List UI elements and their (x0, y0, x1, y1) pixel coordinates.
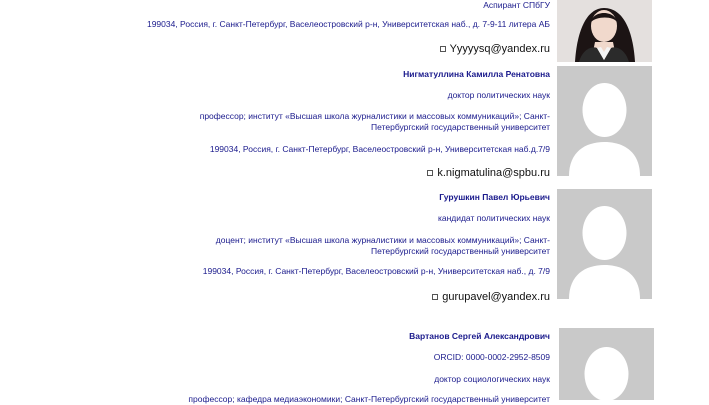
author-photo (557, 189, 652, 299)
author-address: 199034, Россия, г. Санкт-Петербург, Васелеостровский р-н, Университетская наб.д.7/9 (209, 144, 550, 154)
email-icon (440, 46, 446, 52)
author-name[interactable]: Нигматуллина Камилла Ренатовна (403, 69, 550, 79)
author-degree: кандидат политических наук (437, 213, 550, 223)
author-photo (557, 66, 652, 176)
placeholder-avatar-icon (557, 66, 652, 176)
placeholder-avatar-icon (559, 328, 654, 400)
author-card-3 (0, 189, 709, 301)
author-position: Аспирант СПбГУ (483, 0, 550, 10)
author-address: 199034, Россия, г. Санкт-Петербург, Васелеостровский р-н, Университетская наб., д. 7/9 (202, 266, 550, 276)
author-photo (559, 328, 654, 400)
author-name[interactable]: Вартанов Сергей Александрович (409, 331, 550, 341)
author-name[interactable]: Гурушкин Павел Юрьевич (439, 192, 550, 202)
author-card-1 (0, 0, 709, 64)
author-orcid[interactable]: ORCID: 0000-0002-2952-8509 (433, 352, 550, 362)
author-card-2 (0, 66, 709, 184)
author-email-text: gurupavel@yandex.ru (442, 291, 550, 303)
author-degree: доктор политических наук (447, 90, 550, 100)
author-photo (557, 0, 652, 62)
author-card-4 (0, 328, 709, 404)
placeholder-avatar-icon (557, 189, 652, 299)
author-email-text: Yyyyysq@yandex.ru (449, 43, 550, 55)
email-icon (427, 170, 433, 176)
author-degree: доктор социологических наук (434, 374, 550, 384)
author-email-text: k.nigmatulina@spbu.ru (437, 167, 550, 179)
email-icon (432, 294, 438, 300)
author-position: доцент; институт «Высшая школа журналистики и массовых коммуникаций»; Санкт-Петербургский государственный университет (215, 235, 550, 256)
portrait-photo (557, 0, 652, 62)
author-address: 199034, Россия, г. Санкт-Петербург, Васелеостровский р-н, Университетская наб., д. 7-9-11 литера АБ (146, 19, 550, 29)
author-email[interactable] (440, 43, 550, 55)
author-position: профессор; кафедра медиаэкономики; Санкт-Петербургский государственный университет (188, 394, 550, 404)
author-position: профессор; институт «Высшая школа журналистики и массовых коммуникаций»; Санкт-Петербургский государственный университет (199, 111, 550, 132)
author-email[interactable] (432, 291, 550, 303)
author-email[interactable] (427, 167, 550, 179)
